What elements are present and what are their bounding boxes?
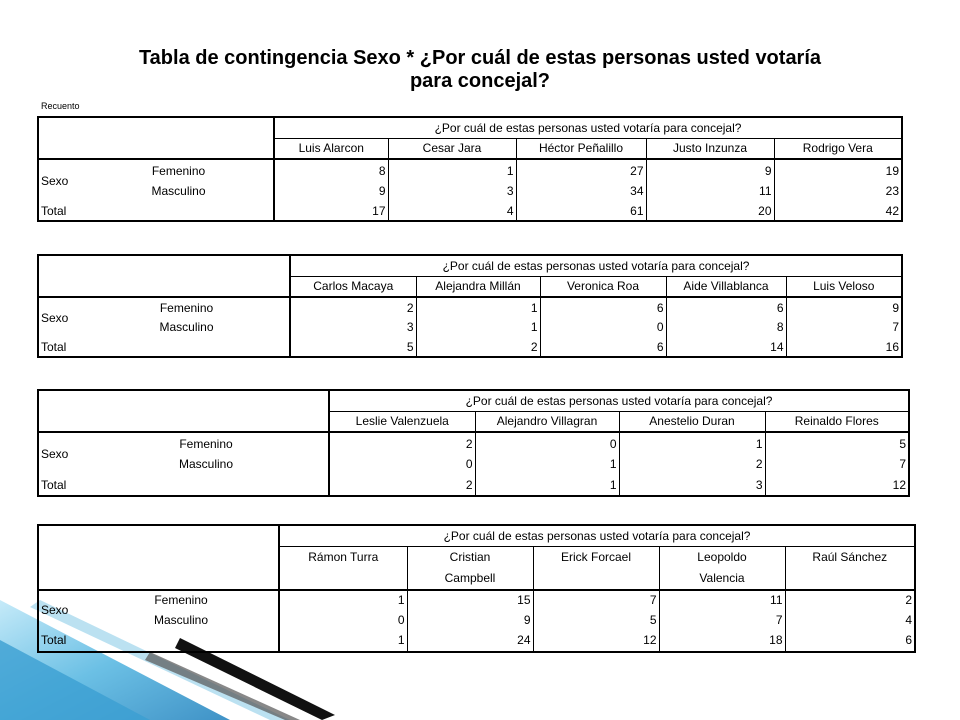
count-cell: 2	[290, 297, 416, 317]
candidate-header: Rodrigo Vera	[774, 138, 902, 159]
total-cell: 1	[279, 630, 407, 652]
candidate-name-line1: Erick Forcael	[560, 549, 631, 564]
row-label-femenino: Femenino	[84, 159, 274, 181]
sexo-label: Sexo	[38, 432, 84, 474]
total-cell: 12	[765, 474, 909, 496]
sexo-label: Sexo	[38, 590, 84, 630]
count-cell: 11	[659, 590, 785, 610]
total-label: Total	[38, 337, 290, 357]
recuento-label: Recuento	[41, 101, 80, 111]
total-cell: 3	[619, 474, 765, 496]
count-cell: 8	[666, 317, 786, 337]
count-cell: 7	[659, 610, 785, 630]
row-label-masculino: Masculino	[178, 457, 234, 471]
corner-cell	[38, 390, 329, 432]
total-cell: 20	[646, 201, 774, 221]
count-cell: 0	[475, 432, 619, 454]
count-cell: 19	[774, 159, 902, 181]
candidate-header: Leslie Valenzuela	[329, 411, 475, 432]
candidate-header: Anestelio Duran	[619, 411, 765, 432]
count-cell: 9	[407, 610, 533, 630]
count-cell: 6	[666, 297, 786, 317]
count-cell: 9	[646, 159, 774, 181]
count-cell: 1	[619, 432, 765, 454]
corner-cell	[38, 525, 279, 590]
question-header: ¿Por cuál de estas personas usted votaría para concejal?	[279, 525, 915, 546]
corner-cell	[38, 117, 274, 159]
row-label-femenino: Femenino	[84, 432, 329, 454]
count-cell: 5	[533, 610, 659, 630]
total-cell: 12	[533, 630, 659, 652]
count-cell: 7	[533, 590, 659, 610]
count-cell: 7	[786, 317, 902, 337]
total-cell: 17	[274, 201, 388, 221]
contingency-table-3	[37, 389, 910, 497]
total-cell: 5	[290, 337, 416, 357]
total-cell: 2	[329, 474, 475, 496]
total-cell: 4	[388, 201, 516, 221]
question-header: ¿Por cuál de estas personas usted votaría para concejal?	[329, 390, 909, 411]
candidate-header: Héctor Peñalillo	[516, 138, 646, 159]
total-cell: 24	[407, 630, 533, 652]
contingency-table-2	[37, 254, 903, 358]
count-cell: 5	[765, 432, 909, 454]
title-line-2: para concejal?	[409, 70, 551, 92]
total-cell: 6	[540, 337, 666, 357]
contingency-table-1	[37, 116, 903, 222]
count-cell: 8	[274, 159, 388, 181]
count-cell: 1	[279, 590, 407, 610]
count-cell: 6	[540, 297, 666, 317]
total-cell: 16	[786, 337, 902, 357]
total-label: Total	[38, 201, 274, 221]
question-header: ¿Por cuál de estas personas usted votaría para concejal?	[274, 117, 902, 138]
candidate-header	[785, 546, 915, 590]
candidate-name-line1: Cristian	[449, 549, 491, 564]
total-cell: 18	[659, 630, 785, 652]
total-cell: 1	[475, 474, 619, 496]
sexo-label: Sexo	[38, 297, 84, 337]
count-cell: 1	[416, 317, 540, 337]
total-label: Total	[38, 630, 279, 652]
candidate-header: Aide Villablanca	[666, 276, 786, 297]
candidate-header: Luis Veloso	[786, 276, 902, 297]
row-label-masculino: Masculino	[153, 612, 209, 627]
count-cell: 0	[279, 610, 407, 630]
count-cell: 11	[646, 181, 774, 201]
title-line-1: Tabla de contingencia Sexo * ¿Por cuál de estas personas usted votaría	[138, 47, 822, 69]
count-cell: 2	[785, 590, 915, 610]
count-cell: 34	[516, 181, 646, 201]
count-cell: 23	[774, 181, 902, 201]
count-cell: 3	[290, 317, 416, 337]
contingency-table-4	[37, 524, 916, 653]
count-cell: 0	[540, 317, 666, 337]
question-header: ¿Por cuál de estas personas usted votaría para concejal?	[290, 255, 902, 276]
count-cell: 9	[786, 297, 902, 317]
candidate-header	[279, 546, 407, 590]
total-cell: 2	[416, 337, 540, 357]
corner-cell	[38, 255, 290, 297]
candidate-name-line1: Raúl Sánchez	[812, 549, 888, 564]
candidate-header	[533, 546, 659, 590]
row-label-masculino: Masculino	[159, 320, 214, 334]
total-cell: 42	[774, 201, 902, 221]
count-cell: 9	[274, 181, 388, 201]
candidate-header	[407, 546, 533, 590]
candidate-name-line1: Leopoldo	[697, 549, 747, 564]
count-cell: 2	[329, 432, 475, 454]
count-cell: 1	[416, 297, 540, 317]
candidate-header: Alejandra Millán	[416, 276, 540, 297]
sexo-label: Sexo	[38, 159, 84, 201]
candidate-header: Cesar Jara	[388, 138, 516, 159]
candidate-header: Justo Inzunza	[646, 138, 774, 159]
page-title	[40, 47, 920, 93]
candidate-name-line2: Campbell	[444, 570, 496, 585]
total-label: Total	[38, 474, 329, 496]
row-label-masculino: Masculino	[151, 184, 206, 198]
count-cell: 0	[329, 454, 475, 474]
candidate-name-line2: Valencia	[699, 570, 745, 585]
count-cell: 1	[388, 159, 516, 181]
row-label-femenino: Femenino	[84, 590, 279, 610]
count-cell: 4	[785, 610, 915, 630]
count-cell: 2	[619, 454, 765, 474]
count-cell: 27	[516, 159, 646, 181]
candidate-header: Veronica Roa	[540, 276, 666, 297]
candidate-header: Luis Alarcon	[274, 138, 388, 159]
candidate-header	[659, 546, 785, 590]
candidate-name-line1: Rámon Turra	[308, 549, 379, 564]
count-cell: 3	[388, 181, 516, 201]
candidate-header: Carlos Macaya	[290, 276, 416, 297]
total-cell: 6	[785, 630, 915, 652]
count-cell: 15	[407, 590, 533, 610]
candidate-header: Reinaldo Flores	[765, 411, 909, 432]
row-label-femenino: Femenino	[84, 297, 290, 317]
count-cell: 1	[475, 454, 619, 474]
count-cell: 7	[765, 454, 909, 474]
candidate-header: Alejandro Villagran	[475, 411, 619, 432]
total-cell: 61	[516, 201, 646, 221]
total-cell: 14	[666, 337, 786, 357]
